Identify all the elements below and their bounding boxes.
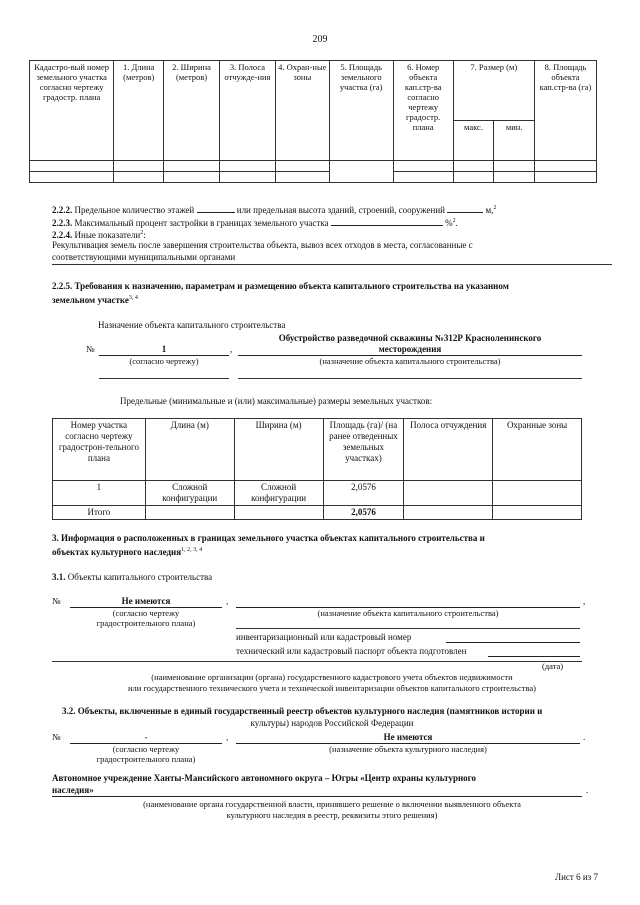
- limits-caption: Предельные (минимальные и (или) максимальные) размеры земельных участков:: [120, 396, 433, 406]
- purpose-comma: ,: [230, 344, 233, 354]
- agency-dot: .: [586, 785, 589, 795]
- divider: [52, 264, 612, 265]
- s31-comma: ,: [226, 596, 229, 606]
- org-caption-1: (наименование организации (органа) государственного кадастрового учета объектов недвижимости: [151, 672, 513, 682]
- s31-caption-right: (назначение объекта капитального строительства): [317, 608, 499, 618]
- height-field[interactable]: [447, 204, 483, 213]
- col-zones: 4. Охран-ные зоны: [275, 61, 329, 161]
- col-object-number: 6. Номер объекта кап.стр-ва согласно чертежу градостр. плана: [393, 61, 453, 161]
- passport-label: технический или кадастровый паспорт объекта подготовлен: [236, 646, 467, 656]
- other-indicators-line-1: Рекультивация земель после завершения строительства объекта, вывоз всех отходов в места, согласованные с: [52, 240, 473, 250]
- blank-line: [238, 378, 582, 379]
- s32-comma: ,: [226, 732, 229, 742]
- coverage-field[interactable]: [331, 217, 443, 226]
- section-3-2-line-2: культуры) народов Российской Федерации: [250, 718, 414, 728]
- s31-caption-left-1: (согласно чертежу: [112, 608, 180, 618]
- purpose-number[interactable]: 1: [99, 344, 229, 356]
- section-2-2-5-line-1: 2.2.5. Требования к назначению, параметрам и размещению объекта капитального строительства на указанном: [52, 281, 509, 291]
- purpose-caption-right: (назначение объекта капитального строительства): [319, 356, 501, 366]
- other-indicators-line-2: соответствующими муниципальными органами: [52, 252, 236, 262]
- s32-caption-left-2: градостроительного плана): [96, 754, 196, 764]
- passport-date-field[interactable]: [488, 646, 580, 657]
- blank-line: [236, 628, 580, 629]
- section-3-line-1: 3. Информация о расположенных в границах земельного участка объектах капитального строительства и: [52, 533, 485, 543]
- col-strip: Полоса отчуждения: [404, 419, 493, 481]
- agency-caption-2: культурного наследия в реестр, реквизиты этого решения): [226, 810, 438, 820]
- col-width: 2. Ширина (метров): [164, 61, 220, 161]
- col-length: 1. Длина (метров): [114, 61, 164, 161]
- purpose-name-line-2[interactable]: месторождения: [238, 344, 582, 356]
- s31-object-number[interactable]: Не имеются: [70, 596, 222, 608]
- col-width: Ширина (м): [234, 419, 323, 481]
- capital-object-table: [29, 60, 597, 183]
- section-3-line-2: объектах культурного наследия$^{1, 2, 3, 4}$: [52, 547, 203, 557]
- organization-field: [52, 661, 582, 662]
- date-caption: (дата): [542, 661, 564, 671]
- section-2-2-2: 2.2.2. Предельное количество этажей или предельная высота зданий, строений, сооружений м,$^2$: [52, 205, 497, 215]
- s31-purpose-field[interactable]: [236, 596, 580, 608]
- purpose-caption-left: (согласно чертежу): [129, 356, 199, 366]
- land-plot-size-table: [52, 418, 582, 520]
- table-row: 1 Сложной конфигурации Сложной конфигурации 2,0576: [53, 481, 582, 506]
- col-cadastral: Кадастро-вый номер земельного участка согласно чертежу градостр. плана: [30, 61, 114, 161]
- section-3-2-line-1: 3.2. Объекты, включенные в единый государственный реестр объектов культурного наследия (памятников истории и: [62, 706, 543, 716]
- floors-field[interactable]: [197, 204, 235, 213]
- agency-line-1: Автономное учреждение Ханты-Мансийского автономного округа – Югры «Центр охраны культурного: [52, 773, 477, 783]
- purpose-name-line-1: Обустройство разведочной скважины №312Р Красноленинского: [278, 333, 542, 343]
- col-area: 5. Площадь земельного участка (га): [329, 61, 393, 161]
- sheet-counter: Лист 6 из 7: [555, 872, 598, 882]
- col-length: Длина (м): [145, 419, 234, 481]
- s31-no: №: [52, 596, 61, 606]
- section-3-1-title: 3.1. Объекты капитального строительства: [52, 572, 213, 582]
- s31-caption-left-2: градостроительного плана): [96, 618, 196, 628]
- col-size-max: макс.: [453, 121, 494, 161]
- s32-end-dot: .: [583, 732, 586, 742]
- col-strip: 3. Полоса отчужде-ния: [219, 61, 275, 161]
- org-caption-2: или государственного технического учета и технической инвентаризации объектов капитального строительства): [127, 683, 536, 693]
- blank-line: [99, 378, 229, 379]
- agency-caption-1: (наименование органа государственной власти, принявшего решение о включении выявленного объекта: [143, 799, 521, 809]
- section-2-2-3: 2.2.3. Максимальный процент застройки в границах земельного участка %$^2$.: [52, 218, 458, 228]
- s32-no: №: [52, 732, 61, 742]
- purpose-no: №: [86, 344, 95, 354]
- s32-object-number[interactable]: -: [70, 732, 222, 744]
- table-total-row: Итого 2,0576: [53, 506, 582, 520]
- col-object-area: 8. Площадь объекта кап.стр-ва (га): [534, 61, 596, 161]
- inventory-label: инвентаризационный или кадастровый номер: [236, 632, 412, 642]
- section-2-2-5-line-2: земельном участке$^{3, 4}$: [52, 295, 138, 305]
- col-size-min: мин.: [494, 121, 535, 161]
- col-area: Площадь (га)/ (на ранее отведенных земельных участках): [323, 419, 404, 481]
- col-plot-number: Номер участка согласно чертежу градострон-тельного плана: [53, 419, 146, 481]
- section-2-2-4: 2.2.4. Иные показатели$^2$:: [52, 230, 146, 240]
- col-zones: Охранные зоны: [493, 419, 582, 481]
- s32-caption-right: (назначение объекта культурного наследия): [329, 744, 487, 754]
- agency-line-2: наследия»: [52, 785, 582, 797]
- page-number: 209: [312, 34, 328, 45]
- inventory-number-field[interactable]: [446, 632, 580, 643]
- purpose-label: Назначение объекта капитального строительства: [98, 320, 286, 330]
- col-size: 7. Размер (м): [453, 61, 534, 121]
- s32-caption-left-1: (согласно чертежу: [112, 744, 180, 754]
- s31-end-comma: ,: [583, 596, 586, 606]
- s32-heritage-purpose[interactable]: Не имеются: [236, 732, 580, 744]
